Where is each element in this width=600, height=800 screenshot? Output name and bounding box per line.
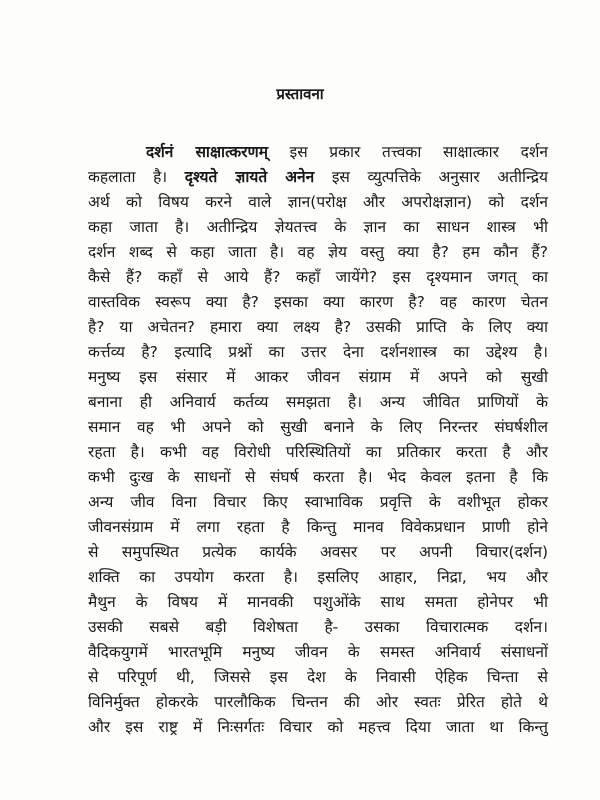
line-content (88, 718, 548, 736)
line-text: अन्य जीव विना विचार किए स्वाभाविक प्रवृत्ति के वशीभूत होकर (88, 493, 548, 511)
line-text: शक्ति का उपयोग करता है। इसलिए आहार, निद्रा, भय और (88, 568, 548, 586)
text-line (88, 490, 548, 515)
text-line (88, 240, 548, 265)
text-line (88, 165, 548, 190)
line-content (88, 693, 548, 711)
text-line (88, 265, 548, 290)
line-text: है? या अचेतन? हमारा क्या लक्ष्य है? उसकी प्राप्ति के लिए क्या (88, 318, 548, 336)
line-text: उसकी सबसे बड़ी विशेषता है- उसका विचारात्मक दर्शन। (88, 618, 548, 636)
line-content (88, 493, 548, 511)
line-text: कर्त्तव्य है? इत्यादि प्रश्नों का उत्तर देना दर्शनशास्त्र का उद्देश्य है। (88, 343, 548, 361)
line-content (88, 293, 548, 311)
text-line (88, 365, 548, 390)
text-line (88, 340, 548, 365)
line-content (88, 643, 548, 661)
line-text: इस प्रकार तत्त्वका साक्षात्कार दर्शन (267, 143, 549, 161)
text-line (88, 190, 548, 215)
line-text: से परिपूर्ण थी, जिससे इस देश के निवासी ऐहिक चिन्ता से (88, 668, 548, 686)
line-text: वैदिकयुगमें भारतभूमि मनुष्य जीवन के समस्त अनिवार्य संसाधनों (88, 643, 548, 661)
line-text: से समुपस्थित प्रत्येक कार्यके अवसर पर अपनी विचार(दर्शन) (88, 543, 548, 561)
line-text: अर्थ को विषय करने वाले ज्ञान(परोक्ष और अपरोक्षज्ञान) को दर्शन (88, 193, 548, 211)
line-text: इस व्युत्पत्तिके अनुसार अतीन्द्रिय (314, 168, 549, 186)
text-line (88, 690, 548, 715)
line-content (88, 218, 548, 236)
line-content (88, 243, 548, 261)
text-line (88, 540, 548, 565)
line-text: दर्शन शब्द से कहा जाता है। वह ज्ञेय वस्तु क्या है? हम कौन हैं? (88, 243, 548, 261)
line-content (88, 368, 548, 386)
page-title: प्रस्तावना (276, 85, 324, 103)
line-text: विनिर्मुक्त होकरके पारलौकिक चिन्तन की ओर स्वतः प्रेरित होते थे (88, 693, 548, 711)
line-content (88, 168, 548, 186)
line-text: कभी दुःख के साधनों से संघर्ष करता है। भेद केवल इतना है कि (88, 468, 548, 486)
text-line (88, 140, 548, 165)
line-content (88, 418, 548, 436)
text-line (88, 715, 548, 740)
text-line (88, 515, 548, 540)
text-line (88, 440, 548, 465)
line-content (88, 618, 548, 636)
text-line (88, 215, 548, 240)
line-content (88, 518, 548, 536)
bold-phrase: दर्शनं साक्षात्करणम् (146, 143, 268, 161)
line-text: और इस राष्ट्र में निःसर्गतः विचार को महत्त्व दिया जाता था किन्तु (88, 718, 548, 736)
line-text: समान वह भी अपने को सुखी बनाने के लिए निरन्तर संघर्षशील (88, 418, 548, 436)
line-text: कहलाता है। (88, 168, 185, 186)
line-content (146, 143, 548, 161)
line-text: जीवनसंग्राम में लगा रहता है किन्तु मानव विवेकप्रधान प्राणी होने (88, 518, 548, 536)
line-text: बनाना ही अनिवार्य कर्तव्य समझता है। अन्य जीवित प्राणियों के (88, 393, 548, 411)
text-line (88, 640, 548, 665)
line-content (88, 593, 548, 611)
body-text (88, 140, 548, 740)
line-content (88, 318, 548, 336)
line-content (88, 268, 548, 286)
text-line (88, 665, 548, 690)
line-content (88, 193, 548, 211)
text-line (88, 290, 548, 315)
line-content (88, 343, 548, 361)
text-line (88, 390, 548, 415)
text-line (88, 590, 548, 615)
line-content (88, 668, 548, 686)
line-content (88, 393, 548, 411)
line-text: वास्तविक स्वरूप क्या है? इसका क्या कारण है? वह कारण चेतन (88, 293, 548, 311)
text-line (88, 415, 548, 440)
text-line (88, 465, 548, 490)
bold-phrase: दृश्यते ज्ञायते अनेन (184, 168, 315, 186)
text-line (88, 615, 548, 640)
line-text: कहा जाता है। अतीन्द्रिय ज्ञेयतत्त्व के ज्ञान का साधन शास्त्र भी (88, 218, 548, 236)
line-content (88, 568, 548, 586)
line-content (88, 443, 548, 461)
text-line (88, 565, 548, 590)
line-text: मैथुन के विषय में मानवकी पशुओंके साथ समता होनेपर भी (88, 593, 548, 611)
line-content (88, 543, 548, 561)
line-text: मनुष्य इस संसार में आकर जीवन संग्राम में अपने को सुखी (88, 368, 548, 386)
line-content (88, 468, 548, 486)
text-line (88, 315, 548, 340)
line-text: रहता है। कभी वह विरोधी परिस्थितियों का प्रतिकार करता है और (88, 443, 548, 461)
line-text: कैसे हैं? कहाँ से आये हैं? कहाँ जायेंगे? इस दृश्यमान जगत् का (88, 268, 548, 286)
